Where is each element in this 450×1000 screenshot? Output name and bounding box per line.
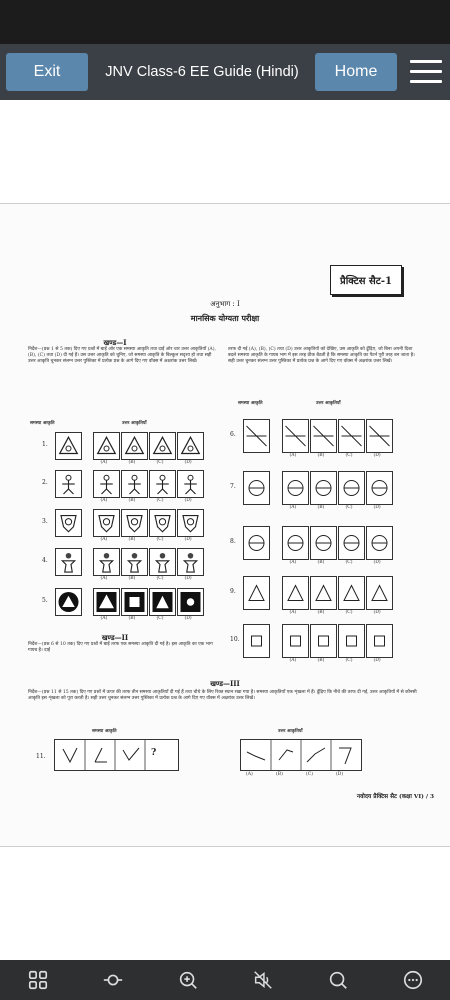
question-number: 7. xyxy=(230,483,236,490)
option-label: (A) xyxy=(100,498,108,503)
answer-figure[interactable] xyxy=(149,509,176,537)
option-label: (D) xyxy=(373,453,381,458)
option-label: (C) xyxy=(156,537,164,542)
option-label: (B) xyxy=(128,498,136,503)
option-label: (B) xyxy=(128,576,136,581)
answer-figure[interactable] xyxy=(177,509,204,537)
problem-figure xyxy=(55,588,82,616)
instruction-part2: निर्देश—(प्रश्न 6 से 10 तक) दिए गए प्रश्नों में बाईं तरफ एक समस्या आकृति दी गई है। इस आकृति का एक भाग गायब है। दाईं xyxy=(28,642,213,654)
option-label: (A) xyxy=(100,576,108,581)
q11-problem-figures xyxy=(54,739,179,771)
zoom-in-icon[interactable] xyxy=(177,969,199,991)
document-viewer[interactable] xyxy=(0,100,450,960)
problem-figure xyxy=(243,526,270,560)
question-number: 6. xyxy=(230,431,236,438)
answer-figure[interactable] xyxy=(177,432,204,460)
option-label: (A) xyxy=(100,616,108,621)
option-label: (A) xyxy=(100,537,108,542)
q11-option-b: (B) xyxy=(276,772,283,777)
answer-figure[interactable] xyxy=(282,419,309,453)
answer-figure[interactable] xyxy=(282,471,309,505)
option-label: (A) xyxy=(289,560,297,565)
answer-figures-label: उत्तर आकृतियाँ xyxy=(122,421,147,426)
app-bar xyxy=(0,44,450,100)
option-label: (D) xyxy=(373,658,381,663)
option-label: (B) xyxy=(317,658,325,663)
answer-figure[interactable] xyxy=(282,576,309,610)
q11-option-a: (A) xyxy=(246,772,253,777)
question-number: 8. xyxy=(230,538,236,545)
hamburger-menu-icon[interactable] xyxy=(410,60,442,84)
problem-figure xyxy=(243,624,270,658)
option-label: (B) xyxy=(128,616,136,621)
answer-figure[interactable] xyxy=(338,471,365,505)
option-label: (C) xyxy=(156,616,164,621)
option-label: (D) xyxy=(184,460,192,465)
answer-figure[interactable] xyxy=(121,548,148,576)
answer-figure[interactable] xyxy=(366,419,393,453)
question-number: 2. xyxy=(42,479,48,486)
instruction-part3: निर्देश—(प्रश्न 11 से 15 तक) दिए गए प्रश्नों में ऊपर की तरफ तीन समस्या आकृतियाँ दी गई हैं तथा चौथे के लिए रिक्त स्थान रखा गया है। समस्या आकृतियाँ एक शृंखला में हैं। ढूँढ़िए कि नीचे की तरफ दी गई, उत्तर आकृतियों में से कौनसी आकृति इस शृंखला को पूरा करती है। सही उत्तर चुनकर संलग्न उत्तर पुस्तिका में प्रत्येक प्रश्न के आगे दिए गए वॉक्स में अक्षरांक उत्तर लिखें। xyxy=(28,690,417,702)
option-label: (D) xyxy=(373,505,381,510)
option-label: (A) xyxy=(289,610,297,615)
section-title: मानसिक योग्यता परीक्षा xyxy=(190,313,260,323)
answer-figure[interactable] xyxy=(93,432,120,460)
answer-figure[interactable] xyxy=(310,419,337,453)
practice-set-tag: प्रैक्टिस सैट-1 xyxy=(330,265,402,295)
answer-figure[interactable] xyxy=(93,509,120,537)
option-label: (D) xyxy=(184,616,192,621)
bottom-toolbar xyxy=(0,960,450,1000)
q11-option-c: (C) xyxy=(306,772,313,777)
problem-figure xyxy=(55,432,82,460)
answer-figure[interactable] xyxy=(149,432,176,460)
option-label: (B) xyxy=(317,453,325,458)
question-number: 1. xyxy=(42,441,48,448)
app-title: JNV Class-6 EE Guide (Hindi) xyxy=(105,64,299,80)
option-label: (B) xyxy=(128,537,136,542)
home-button[interactable]: Home xyxy=(315,53,397,91)
exit-button[interactable]: Exit xyxy=(6,53,88,91)
option-label: (C) xyxy=(345,658,353,663)
answer-figure[interactable] xyxy=(121,588,148,616)
answer-figure[interactable] xyxy=(177,588,204,616)
question-number: 3. xyxy=(42,518,48,525)
option-label: (D) xyxy=(184,498,192,503)
answer-figures-label-right: उत्तर आकृतियाँ xyxy=(316,401,341,406)
option-label: (C) xyxy=(345,505,353,510)
option-label: (C) xyxy=(156,460,164,465)
option-label: (A) xyxy=(289,658,297,663)
answer-figure[interactable] xyxy=(338,624,365,658)
answer-figure[interactable] xyxy=(366,624,393,658)
question-number: 4. xyxy=(42,557,48,564)
q11-number: 11. xyxy=(36,753,46,760)
part-1-heading: खण्ड—I xyxy=(103,338,127,347)
option-label: (D) xyxy=(373,610,381,615)
answer-figure[interactable] xyxy=(149,588,176,616)
option-label: (B) xyxy=(317,560,325,565)
status-bar xyxy=(0,0,450,44)
option-label: (B) xyxy=(317,610,325,615)
document-page xyxy=(0,203,450,847)
option-label: (A) xyxy=(289,453,297,458)
q11-option-d: (D) xyxy=(336,772,344,777)
answer-figure[interactable] xyxy=(310,624,337,658)
answer-figure[interactable] xyxy=(366,471,393,505)
option-label: (B) xyxy=(317,505,325,510)
option-label: (C) xyxy=(156,576,164,581)
q11-problem-label: समस्या आकृति xyxy=(92,729,117,734)
grid-icon[interactable] xyxy=(27,969,49,991)
answer-figure[interactable] xyxy=(121,509,148,537)
mute-icon[interactable] xyxy=(252,969,274,991)
question-number: 9. xyxy=(230,588,236,595)
problem-figure-label: समस्या आकृति xyxy=(30,421,55,426)
problem-figure xyxy=(243,471,270,505)
option-label: (B) xyxy=(128,460,136,465)
answer-figure[interactable] xyxy=(177,548,204,576)
answer-figure[interactable] xyxy=(310,576,337,610)
q11-blank: ? xyxy=(151,748,157,758)
problem-figure xyxy=(55,470,82,498)
more-icon[interactable] xyxy=(402,969,424,991)
answer-figure[interactable] xyxy=(282,624,309,658)
answer-figure[interactable] xyxy=(93,548,120,576)
answer-figure[interactable] xyxy=(149,548,176,576)
answer-figure[interactable] xyxy=(310,526,337,560)
answer-figure[interactable] xyxy=(121,432,148,460)
option-label: (C) xyxy=(345,453,353,458)
answer-figure[interactable] xyxy=(338,526,365,560)
option-label: (D) xyxy=(373,560,381,565)
answer-figure[interactable] xyxy=(282,526,309,560)
option-label: (A) xyxy=(100,460,108,465)
question-number: 10. xyxy=(230,636,240,643)
option-label: (D) xyxy=(184,576,192,581)
q11-answer-label: उत्तर आकृतियाँ xyxy=(278,729,303,734)
answer-figure[interactable] xyxy=(310,471,337,505)
search-icon[interactable] xyxy=(327,969,349,991)
problem-figure xyxy=(243,419,270,453)
option-label: (A) xyxy=(289,505,297,510)
problem-figure xyxy=(55,548,82,576)
option-label: (D) xyxy=(184,537,192,542)
part-3-heading: खण्ड—III xyxy=(210,679,240,688)
problem-figure xyxy=(243,576,270,610)
answer-figure[interactable] xyxy=(121,470,148,498)
part-2-heading: खण्ड—II xyxy=(101,633,129,642)
problem-figure xyxy=(55,509,82,537)
problem-figure-label-right: समस्या आकृति xyxy=(238,401,263,406)
instruction-left: निर्देश—(प्रश्न 1 से 5 तक) दिए गए प्रश्नों में बाईं ओर एक समस्या आकृति तथा दाईं ओर चार उत्तर आकृतियाँ (A), (B), (C) तथा (D) दी गई हैं। उस उत्तर आकृति को चुनिए, जो समस्या आकृति के बिल्कुल सदृश्य हो तथा सही उत्तर आकृति चुनकर संलग्न उत्तर पुस्तिका में प्रत्येक प्रश्न के आगे दिए गए वॉक्स में अक्षरांक उत्तर लिखें। xyxy=(28,347,216,365)
answer-figure[interactable] xyxy=(366,576,393,610)
option-label: (C) xyxy=(345,610,353,615)
page-footer: नवोदय प्रैक्टिस सैट (कक्षा VI) / 3 xyxy=(356,794,434,800)
answer-figure[interactable] xyxy=(93,470,120,498)
option-label: (C) xyxy=(345,560,353,565)
answer-figure[interactable] xyxy=(177,470,204,498)
instruction-right: तरफ दी गई (A), (B), (C) तथा (D) उत्तर आकृतियों को देखिए, उस आकृति को ढूँढ़िए, जो बिना अपनी दिशा बदले समस्या आकृति के गायब भाग में इस तरह ठीक बैठती है कि समस्या आकृति का पैटर्न पूरी तरह बन जाता है। सही उत्तर चुनकर संलग्न उत्तर पुस्तिका में प्रत्येक प्रश्न के आगे दिए गए वॉक्स में अक्षरांक उत्तर लिखें। xyxy=(228,347,415,365)
answer-figure[interactable] xyxy=(93,588,120,616)
answer-figure[interactable] xyxy=(366,526,393,560)
answer-figure[interactable] xyxy=(338,576,365,610)
q11-answer-figures xyxy=(240,739,362,771)
section-label: अनुभाग : I xyxy=(210,300,240,308)
answer-figure[interactable] xyxy=(338,419,365,453)
rotate-icon[interactable] xyxy=(102,969,124,991)
question-number: 5. xyxy=(42,597,48,604)
answer-figure[interactable] xyxy=(149,470,176,498)
option-label: (C) xyxy=(156,498,164,503)
